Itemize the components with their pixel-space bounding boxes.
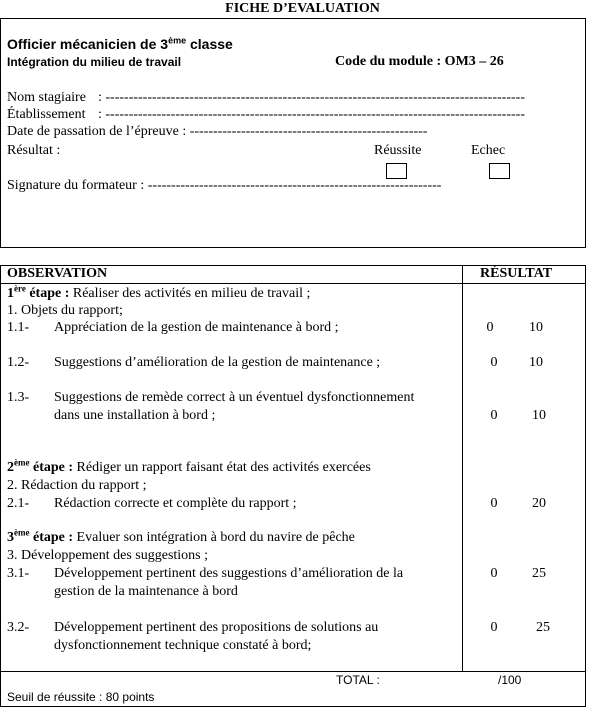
score-min: 0 — [490, 408, 498, 423]
nom-field[interactable]: : ------------------------------------------------------------------------------------------ — [98, 90, 525, 105]
header-divider — [0, 283, 586, 284]
col-observation: OBSERVATION — [7, 266, 108, 281]
etablissement-label: Établissement — [7, 107, 86, 122]
etape3-heading: 3ème étape : Evaluer son intégration à bord du navire de pêche — [7, 527, 355, 545]
score-min: 0 — [490, 355, 498, 370]
score-max: 10 — [529, 320, 543, 335]
total-label: TOTAL : — [336, 673, 380, 687]
item-text: Appréciation de la gestion de maintenance à bord ; — [54, 320, 339, 335]
score-min: 0 — [486, 320, 494, 335]
score-max: 10 — [532, 408, 546, 423]
etape2-sub: 2. Rédaction du rapport ; — [7, 478, 147, 493]
item-text: Suggestions d’amélioration de la gestion de maintenance ; — [54, 355, 381, 370]
item-number: 3.1- — [7, 566, 30, 581]
score-min: 0 — [490, 566, 498, 581]
resultat-label: Résultat : — [7, 143, 61, 158]
etape2-heading: 2ème étape : Rédiger un rapport faisant état des activités exercées — [7, 457, 371, 475]
column-divider — [462, 265, 463, 671]
etape1-heading: 1ère étape : Réaliser des activités en milieu de travail ; — [7, 283, 311, 301]
item-text: Rédaction correcte et complète du rapport ; — [54, 496, 297, 511]
seuil-reussite: Seuil de réussite : 80 points — [7, 690, 155, 704]
etape3-sub: 3. Développement des suggestions ; — [7, 548, 209, 563]
signature-field[interactable]: Signature du formateur : --------------------------------------------------------------- — [7, 178, 442, 193]
item-number: 3.2- — [7, 620, 30, 635]
item-text: dysfonctionnement technique constaté à bord; — [54, 638, 312, 653]
item-text: gestion de la maintenance à bord — [54, 584, 238, 599]
total-divider — [0, 671, 586, 672]
module-code: Code du module : OM3 – 26 — [335, 54, 504, 69]
item-number: 1.3- — [7, 390, 30, 405]
reussite-checkbox[interactable] — [386, 163, 407, 179]
etablissement-field[interactable]: : ------------------------------------------------------------------------------------------ — [98, 107, 525, 122]
item-text: dans une installation à bord ; — [54, 408, 216, 423]
score-max: 10 — [529, 355, 543, 370]
score-min: 0 — [490, 496, 498, 511]
nom-label: Nom stagiaire — [7, 90, 86, 105]
item-text: Suggestions de remède correct à un éventuel dysfonctionnement — [54, 390, 415, 405]
etape1-sub: 1. Objets du rapport; — [7, 303, 123, 318]
course-title: Officier mécanicien de 3ème classe — [7, 35, 233, 52]
form-title: FICHE D’EVALUATION — [225, 1, 380, 16]
score-min: 0 — [490, 620, 498, 635]
item-number: 2.1- — [7, 496, 30, 511]
date-field[interactable]: Date de passation de l’épreuve : --------------------------------------------------- — [7, 124, 428, 139]
item-text: Développement pertinent des propositions de solutions au — [54, 620, 379, 635]
reussite-label: Réussite — [374, 143, 422, 158]
total-value: /100 — [498, 673, 522, 687]
col-resultat: RÉSULTAT — [480, 266, 553, 281]
echec-label: Echec — [471, 143, 506, 158]
item-number: 1.2- — [7, 355, 30, 370]
score-max: 20 — [532, 496, 546, 511]
item-text: Développement pertinent des suggestions d’amélioration de la — [54, 566, 404, 581]
echec-checkbox[interactable] — [489, 163, 510, 179]
item-number: 1.1- — [7, 320, 30, 335]
module-subtitle: Intégration du milieu de travail — [7, 55, 182, 69]
score-max: 25 — [532, 566, 546, 581]
score-max: 25 — [536, 620, 550, 635]
